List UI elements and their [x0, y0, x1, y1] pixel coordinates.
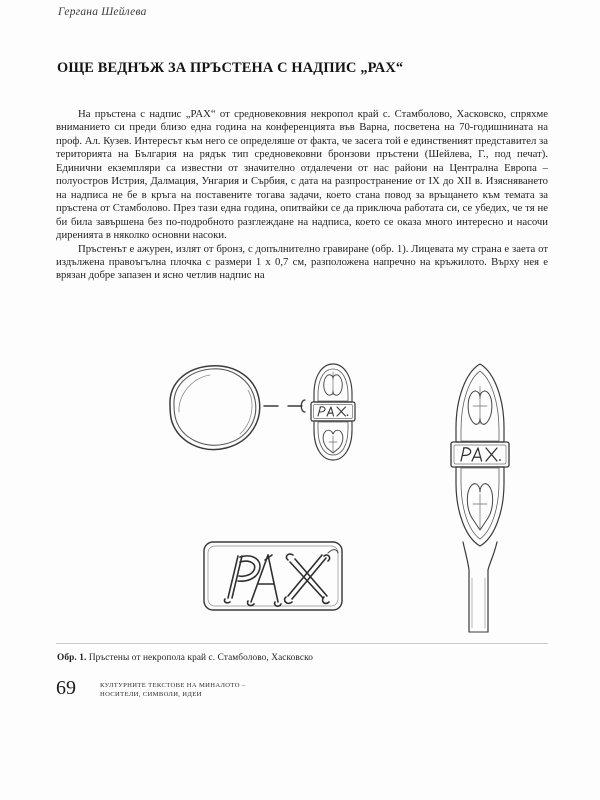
figure-caption-text: Пръстены от некропола край с. Стамболово, Хасковско	[88, 653, 313, 663]
figure-ring-drawings	[52, 350, 552, 640]
figure-caption-label: Обр. 1.	[57, 653, 87, 663]
ring-bezel-edge-marker	[264, 400, 305, 412]
page-title: ОЩЕ ВЕДНЪЖ ЗА ПРЪСТЕНА С НАДПИС „РАХ“	[57, 59, 404, 76]
inscription-detail-drawing	[204, 542, 342, 610]
body-paragraph-2: Пръстенът е ажурен, излят от бронз, с допълнително гравиране (обр. 1). Лицевата му страна е заета от издължена правоъгълна плочка с размери 1 х 0,7 см, разположена напречно на кръжилото. Върху нея е врязан добре запазен и ясно четлив надпис на	[56, 242, 548, 282]
footer-series-line-1: КУЛТУРНИТЕ ТЕКСТОВЕ НА МИНАЛОТО –	[100, 682, 246, 689]
footer-series-line-2: НОСИТЕЛИ, СИМВОЛИ, ИДЕИ	[100, 690, 202, 698]
page-footer	[56, 678, 476, 712]
figure-caption	[57, 653, 313, 663]
body-paragraph-1: На пръстена с надпис „PAX“ от средновековния некропол край с. Стамболово, Хасковско, спряхме вниманието си преди близо една година на конференцията във Варна, посветена на 70-годишнината на проф. Ал. Кузев. Интересът към него се определяше от факта, че засега той е единственият представител за територията на България на рядък тип средновековни бронзови пръстени (Шейлева, Г., под печат). Единични екземпляри са известни от значително отдалечени от нас райони на Централна Европа – полуостров Истрия, Далмация, Унгария и Сърбия, с дата на разпространение от IX до XII в. Изясняването на надписа не бе в кръга на поставените тогава задачи, което стана повод за връщането към темата за пръстена от Стамболово. През тази една година, опитвайки се да приключа работата си, се убедих, че тя не би била завършена без по-подробното разглеждане на надписа, което се оказа много интересно и насочи диренията в няколко основни насоки.	[56, 108, 548, 242]
running-head-author: Гергана Шейлева	[58, 6, 147, 18]
page-number: 69	[56, 677, 76, 699]
caption-divider	[56, 643, 548, 644]
article-body	[56, 108, 548, 283]
ring-bezel-top-view-drawing	[311, 364, 355, 460]
ring-unrolled-view-drawing	[451, 364, 509, 632]
footer-series-title	[100, 682, 245, 699]
page-content-area	[52, 0, 552, 800]
figure-illustration	[52, 350, 552, 640]
ring-side-view-drawing	[170, 366, 260, 450]
